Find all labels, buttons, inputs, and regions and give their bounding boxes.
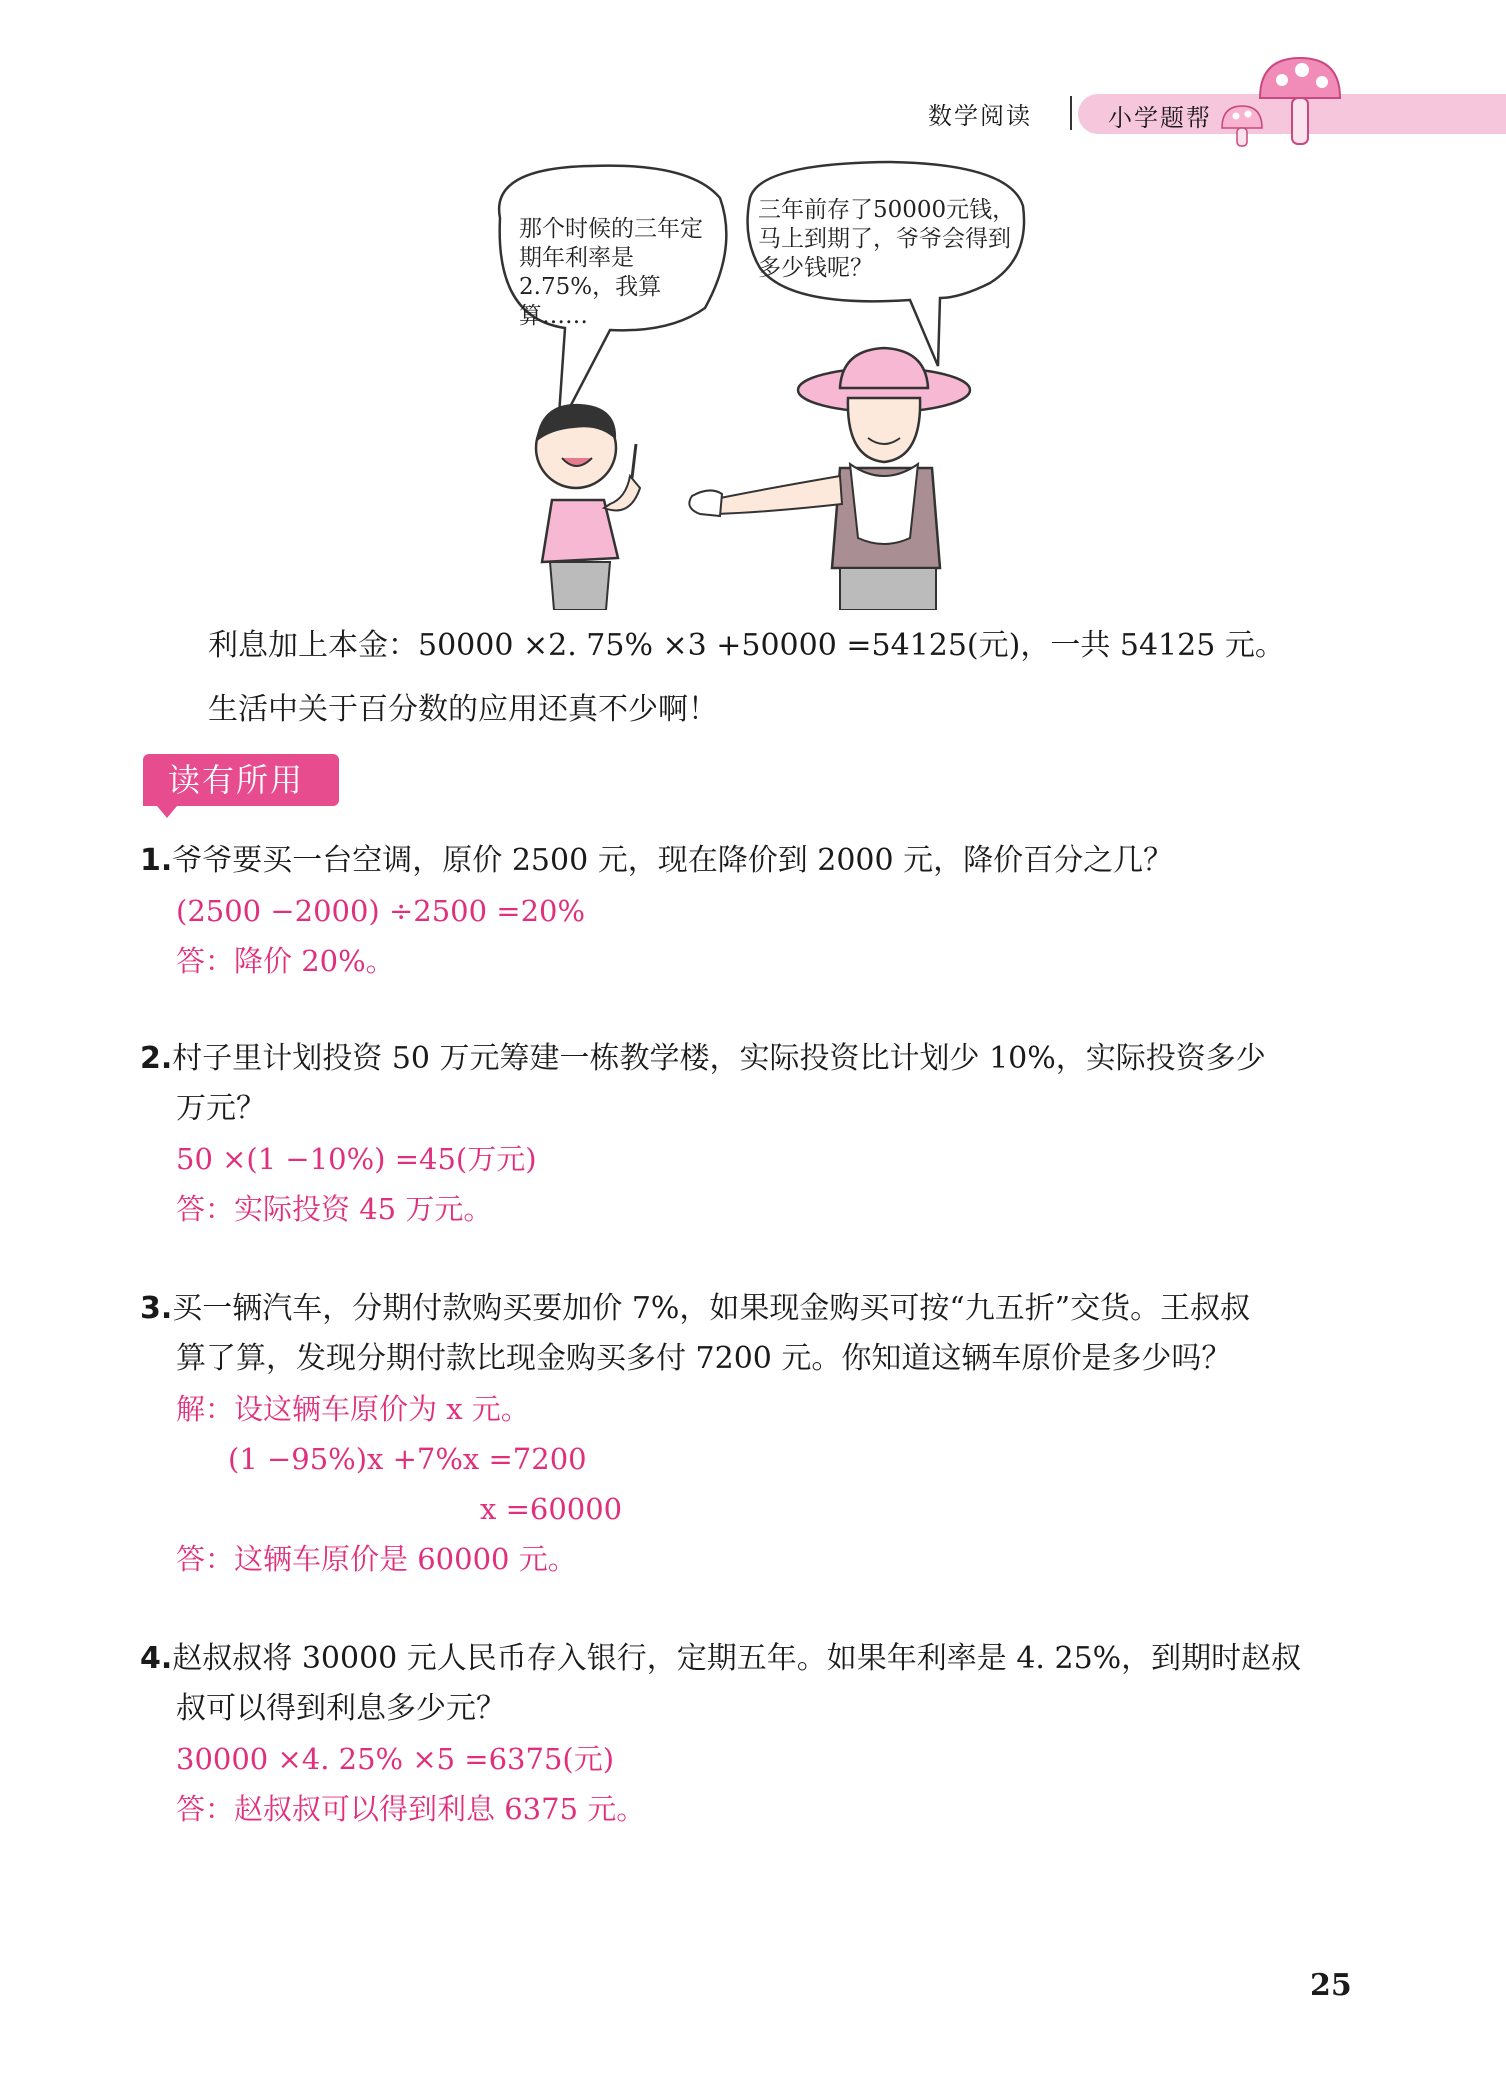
question-text: 村子里计划投资 50 万元筹建一栋教学楼，实际投资比计划少 10%，实际投资多少 bbox=[172, 1041, 1266, 1076]
question-number: 2. bbox=[140, 1041, 173, 1076]
answer-line: (2500 −2000) ÷2500 =20% bbox=[176, 894, 586, 928]
grandpa-speech-text: 三年前存了50000元钱，马上到期了，爷爷会得到多少钱呢？ bbox=[758, 197, 1016, 281]
question-number: 4. bbox=[140, 1641, 173, 1676]
boy-figure bbox=[536, 404, 640, 610]
question-1-text-line bbox=[140, 836, 1380, 886]
header-divider bbox=[1070, 96, 1072, 130]
grandpa-figure bbox=[689, 348, 970, 610]
answer-line: 答：降价 20%。 bbox=[176, 944, 395, 978]
question-1 bbox=[140, 836, 1380, 986]
equation-line: (1 −95%)x +7%x =7200 bbox=[228, 1442, 587, 1476]
answer-line: 50 ×(1 −10%) =45(万元) bbox=[176, 1142, 537, 1176]
question-2 bbox=[140, 1034, 1380, 1234]
intro-line-1: 利息加上本金：50000 ×2. 75% ×3 +50000 =54125(元)，一共 54125 元。 bbox=[208, 628, 1285, 663]
answer-line: 30000 ×4. 25% ×5 =6375(元) bbox=[176, 1742, 615, 1776]
answer-line: 答：赵叔叔可以得到利息 6375 元。 bbox=[176, 1792, 646, 1826]
question-3 bbox=[140, 1284, 1380, 1584]
question-text: 赵叔叔将 30000 元人民币存入银行，定期五年。如果年利率是 4. 25%，到期时赵叔 bbox=[172, 1641, 1302, 1676]
page-number: 25 bbox=[1310, 1968, 1352, 2003]
question-number: 1. bbox=[140, 843, 173, 878]
question-text-continued: 算了算，发现分期付款比现金购买多付 7200 元。你知道这辆车原价是多少吗？ bbox=[176, 1341, 1232, 1376]
answer-line: 解：设这辆车原价为 x 元。 bbox=[176, 1392, 530, 1426]
question-3-text-line bbox=[140, 1284, 1380, 1334]
question-text: 爷爷要买一台空调，原价 2500 元，现在降价到 2000 元，降价百分之几？ bbox=[172, 843, 1174, 878]
answer-line: 答：这辆车原价是 60000 元。 bbox=[176, 1542, 577, 1576]
equation-result: x =60000 bbox=[480, 1492, 623, 1526]
question-4-text-line bbox=[140, 1634, 1380, 1684]
question-number: 3. bbox=[140, 1291, 173, 1326]
intro-line-2: 生活中关于百分数的应用还真不少啊！ bbox=[208, 692, 718, 727]
mushroom-icon bbox=[1220, 50, 1350, 150]
header-brand: 小学题帮 bbox=[1108, 104, 1212, 132]
question-text-continued: 叔可以得到利息多少元？ bbox=[176, 1691, 506, 1726]
section-title: 读有所用 bbox=[143, 754, 339, 806]
question-text-continued: 万元？ bbox=[176, 1091, 266, 1126]
header-subject: 数学阅读 bbox=[928, 102, 1032, 130]
answer-line: 答：实际投资 45 万元。 bbox=[176, 1192, 493, 1226]
question-2-text-line bbox=[140, 1034, 1380, 1084]
boy-speech-text: 那个时候的三年定期年利率是2.75%，我算算…… bbox=[519, 216, 703, 329]
question-4 bbox=[140, 1634, 1380, 1834]
question-text: 买一辆汽车，分期付款购买要加价 7%，如果现金购买可按“九五折”交货。王叔叔 bbox=[172, 1291, 1251, 1326]
